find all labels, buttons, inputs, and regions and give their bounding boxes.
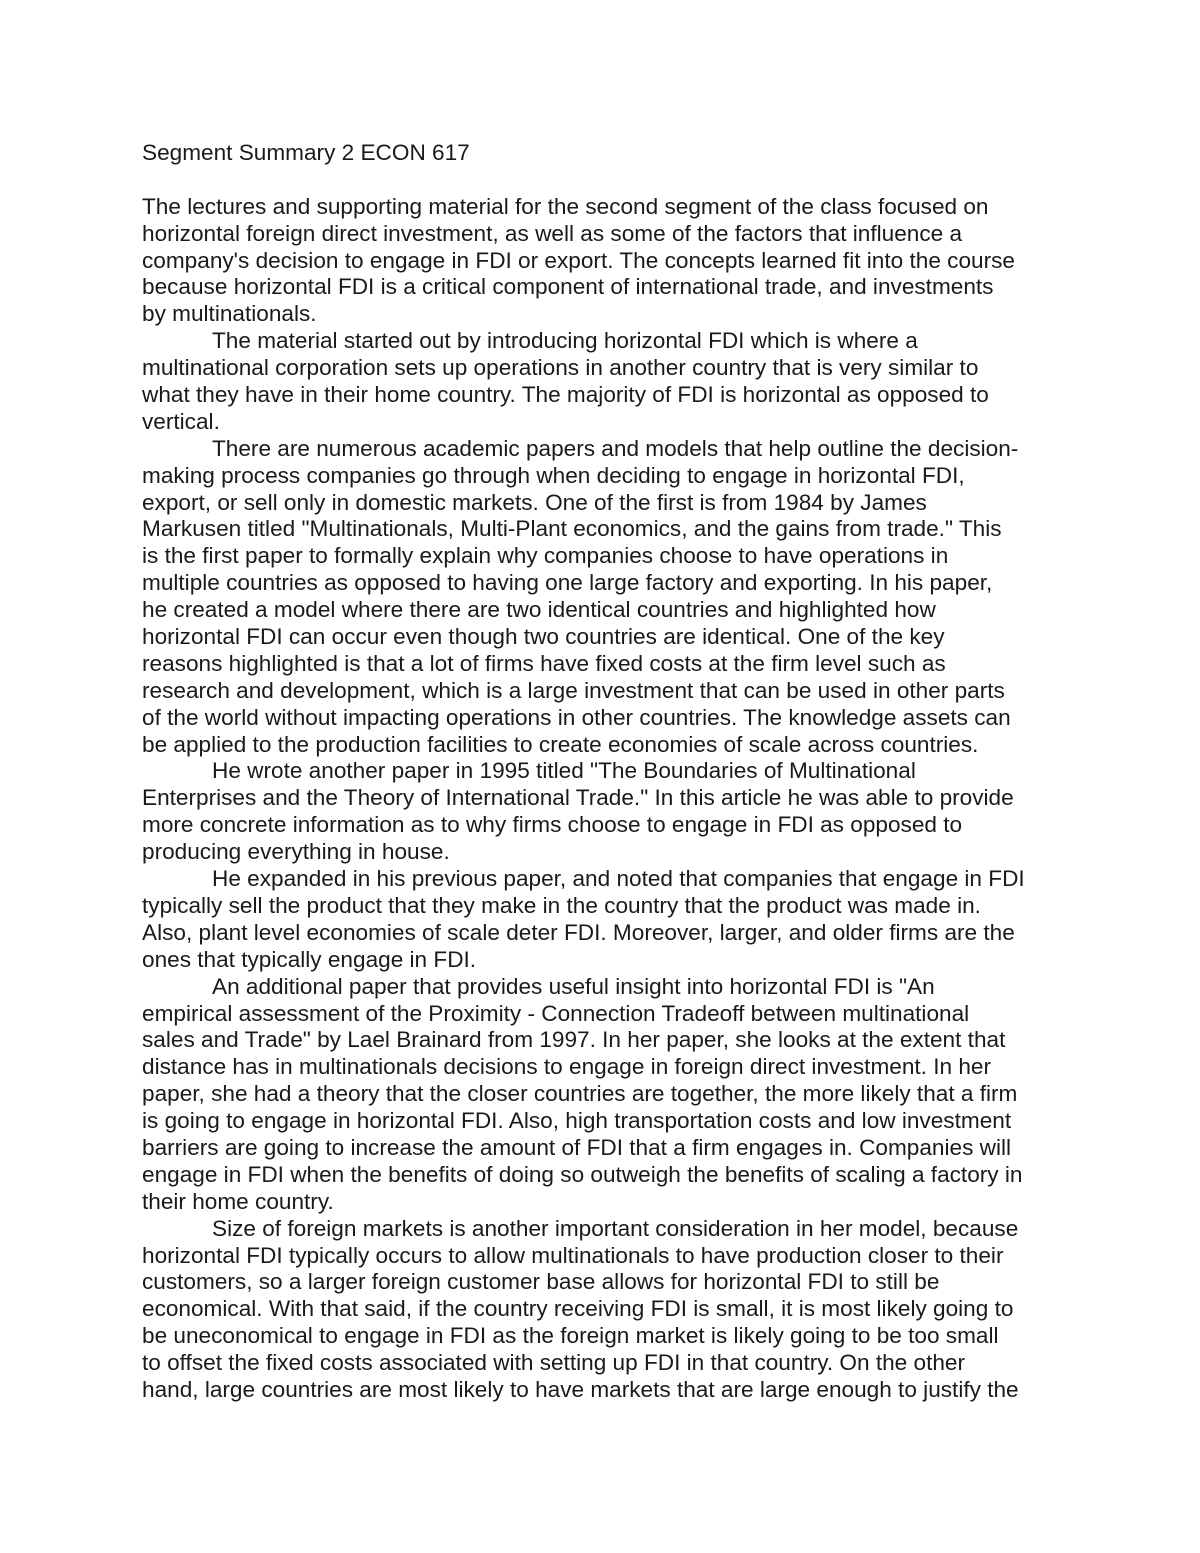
- text-line: what they have in their home country. The majority of FDI is horizontal as opposed to: [142, 382, 989, 408]
- text-line: their home country.: [142, 1188, 334, 1214]
- text-line: There are numerous academic papers and models that help outline the decision-: [212, 435, 1019, 461]
- text-line: multinational corporation sets up operations in another country that is very similar to: [142, 355, 979, 381]
- text-line: reasons highlighted is that a lot of firms have fixed costs at the firm level such as: [142, 650, 946, 676]
- paragraph-4: [142, 758, 1060, 866]
- text-line: sales and Trade" by Lael Brainard from 1997. In her paper, she looks at the extent that: [142, 1027, 1006, 1053]
- text-line: The material started out by introducing horizontal FDI which is where a: [212, 328, 918, 354]
- paragraph-5: [142, 866, 1060, 974]
- text-line: horizontal FDI typically occurs to allow multinationals to have production closer to their: [142, 1242, 1004, 1268]
- text-line: engage in FDI when the benefits of doing so outweigh the benefits of scaling a factory in: [142, 1161, 1023, 1187]
- text-line: Size of foreign markets is another important consideration in her model, because: [212, 1215, 1019, 1241]
- text-line: because horizontal FDI is a critical component of international trade, and investments: [142, 274, 994, 300]
- title-spacer: [142, 167, 1060, 194]
- paragraph-7: [142, 1216, 1060, 1404]
- text-line: Markusen titled "Multinationals, Multi-Plant economics, and the gains from trade." This: [142, 516, 1002, 542]
- text-line: Also, plant level economies of scale deter FDI. Moreover, larger, and older firms are the: [142, 919, 1015, 945]
- text-line: be uneconomical to engage in FDI as the foreign market is likely going to be too small: [142, 1323, 999, 1349]
- text-line: multiple countries as opposed to having one large factory and exporting. In his paper,: [142, 570, 993, 596]
- text-line: he created a model where there are two identical countries and highlighted how: [142, 597, 936, 623]
- text-line: to offset the fixed costs associated with setting up FDI in that country. On the other: [142, 1350, 966, 1376]
- text-line: by multinationals.: [142, 301, 317, 327]
- text-line: is the first paper to formally explain why companies choose to have operations in: [142, 543, 949, 569]
- text-line: be applied to the production facilities to create economies of scale across countries.: [142, 731, 979, 757]
- text-line: horizontal foreign direct investment, as well as some of the factors that influence a: [142, 220, 963, 246]
- text-line: He wrote another paper in 1995 titled "The Boundaries of Multinational: [212, 758, 916, 784]
- document-body: [142, 140, 1060, 1404]
- text-line: customers, so a larger foreign customer base allows for horizontal FDI to still be: [142, 1269, 940, 1295]
- text-line: economical. With that said, if the country receiving FDI is small, it is most likely going to: [142, 1296, 1014, 1322]
- text-line: making process companies go through when deciding to engage in horizontal FDI,: [142, 462, 965, 488]
- paragraph-6: [142, 974, 1060, 1216]
- text-line: of the world without impacting operations in other countries. The knowledge assets can: [142, 704, 1011, 730]
- text-line: ones that typically engage in FDI.: [142, 946, 477, 972]
- text-line: An additional paper that provides useful insight into horizontal FDI is "An: [212, 973, 935, 999]
- text-line: vertical.: [142, 408, 220, 434]
- text-line: export, or sell only in domestic markets. One of the first is from 1984 by James: [142, 489, 927, 515]
- text-line: paper, she had a theory that the closer countries are together, the more likely that a firm: [142, 1081, 1018, 1107]
- text-line: producing everything in house.: [142, 839, 450, 865]
- paragraph-3: [142, 436, 1060, 759]
- text-line: horizontal FDI can occur even though two countries are identical. One of the key: [142, 624, 945, 650]
- text-line: research and development, which is a large investment that can be used in other parts: [142, 677, 1005, 703]
- text-line: company's decision to engage in FDI or export. The concepts learned fit into the course: [142, 247, 1015, 273]
- text-line: hand, large countries are most likely to have markets that are large enough to justify the: [142, 1376, 1019, 1402]
- text-line: is going to engage in horizontal FDI. Also, high transportation costs and low investment: [142, 1108, 1012, 1134]
- text-line: He expanded in his previous paper, and noted that companies that engage in FDI: [212, 866, 1025, 892]
- text-line: The lectures and supporting material for the second segment of the class focused on: [142, 193, 989, 219]
- text-line: empirical assessment of the Proximity - Connection Tradeoff between multinational: [142, 1000, 970, 1026]
- paragraph-2: [142, 328, 1060, 436]
- text-line: more concrete information as to why firms choose to engage in FDI as opposed to: [142, 812, 963, 838]
- document-title: Segment Summary 2 ECON 617: [142, 140, 470, 165]
- text-line: Enterprises and the Theory of International Trade." In this article he was able to provide: [142, 785, 1014, 811]
- text-line: barriers are going to increase the amount of FDI that a firm engages in. Companies will: [142, 1134, 1012, 1160]
- text-line: typically sell the product that they make in the country that the product was made in.: [142, 892, 981, 918]
- paragraph-1: [142, 194, 1060, 328]
- text-line: distance has in multinationals decisions to engage in foreign direct investment. In her: [142, 1054, 992, 1080]
